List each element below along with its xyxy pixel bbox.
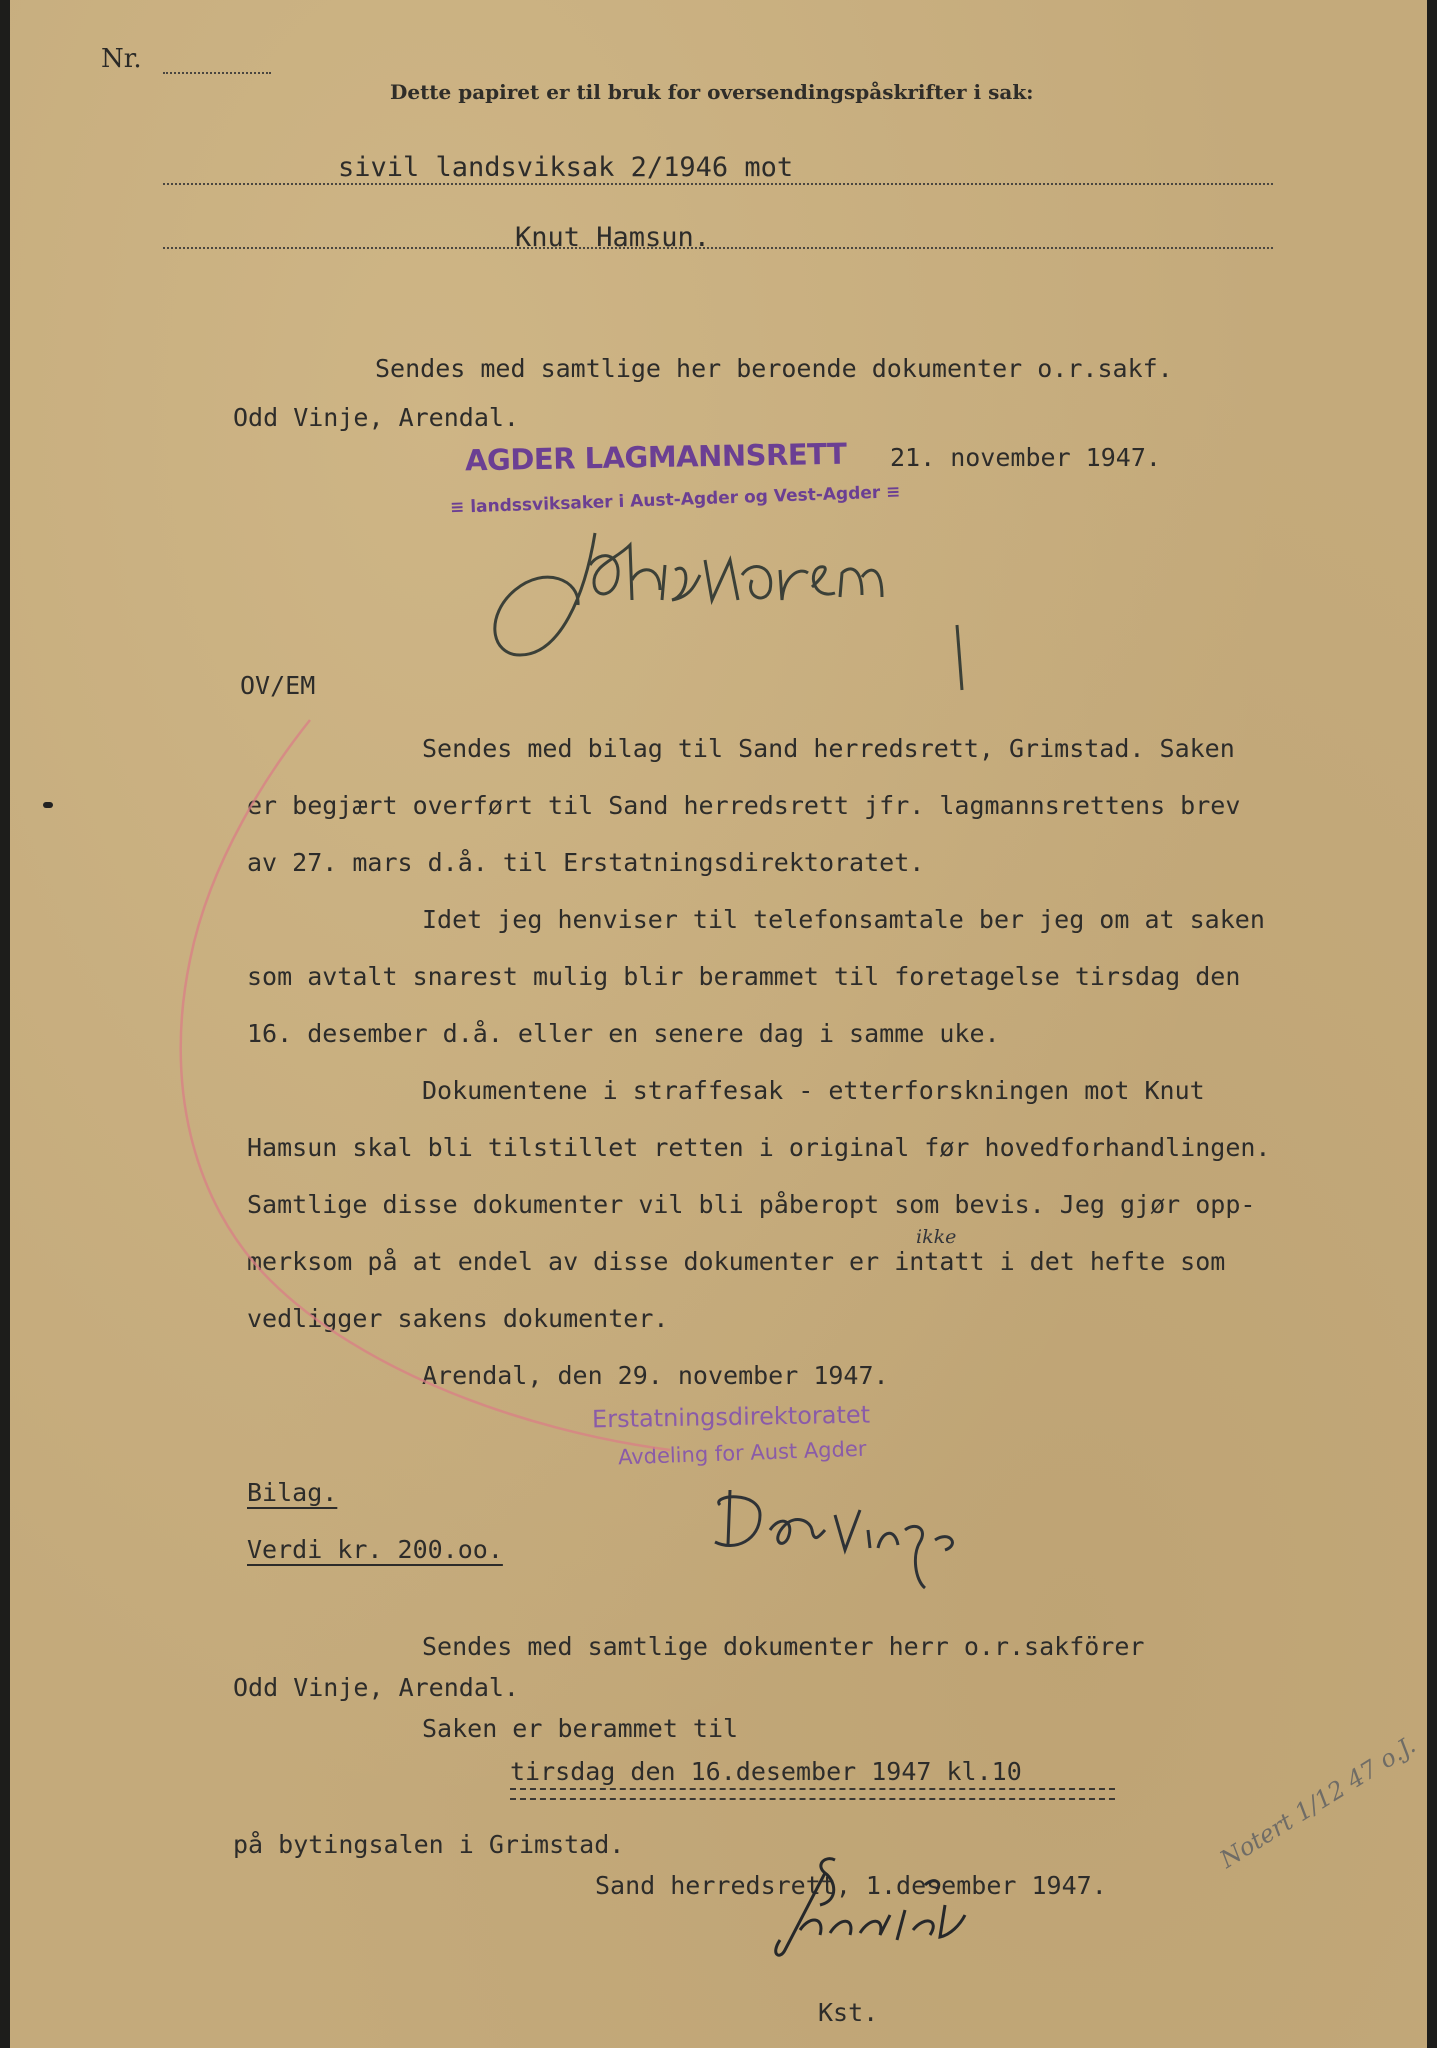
endorsement1-line1: Sendes med samtlige her beroende dokumenter o.r.sakf.: [375, 354, 1173, 383]
bilag-label: Bilag.: [247, 1478, 338, 1507]
paragraph1-line2: er begjært overført til Sand herredsrett jfr. lagmannsrettens brev: [247, 791, 1241, 820]
paragraph3-line5: vedligger sakens dokumenter.: [247, 1304, 669, 1333]
endorsement3-line2: Odd Vinje, Arendal.: [233, 1673, 519, 1702]
case-dotted-line-2: [163, 247, 1273, 249]
verdi-amount: Verdi kr. 200.oo.: [247, 1535, 503, 1564]
endorsement1-line2: Odd Vinje, Arendal.: [233, 403, 519, 432]
paragraph2-line2: som avtalt snarest mulig blir berammet til foretagelse tirsdag den: [247, 962, 1241, 991]
erstatningsdirektoratet-stamp-subtitle: Avdeling for Aust Agder: [617, 1436, 867, 1470]
paragraph1-line1: Sendes med bilag til Sand herredsrett, Grimstad. Saken: [422, 734, 1235, 763]
margin-note-notert: Notert 1/12 47 o.J.: [1215, 1730, 1421, 1874]
paragraph3-line4: merksom på at endel av disse dokumenter er intatt i det hefte som: [247, 1247, 1226, 1276]
case-line-1: sivil landsviksak 2/1946 mot: [338, 152, 794, 183]
nr-label: Nr.: [101, 44, 142, 74]
nr-dotted-line: [163, 72, 271, 74]
case-line-2: Knut Hamsun.: [515, 222, 711, 253]
agder-lagmannsrett-stamp-title: AGDER LAGMANNSRETT: [464, 436, 847, 478]
endorsement3-line1: Sendes med samtlige dokumenter herr o.r.sakförer: [422, 1632, 1145, 1661]
signature-noreen: [490, 505, 950, 685]
hearing-date-underline-2: [510, 1798, 1115, 1800]
margin-tick: [43, 802, 53, 808]
agder-lagmannsrett-stamp-subtitle: ≡ landssviksaker i Aust-Agder og Vest-Agder ≡: [449, 482, 901, 518]
kst-label: Kst.: [818, 1998, 879, 2027]
paragraph3-line3: Samtlige disse dokumenter vil bli påberopt som bevis. Jeg gjør opp-: [247, 1190, 1256, 1219]
endorsement1-date: 21. november 1947.: [890, 443, 1161, 472]
sand-herredsrett-place-date: Sand herredsrett, 1.desember 1947.: [595, 1871, 1107, 1900]
red-crayon-mark: [150, 680, 850, 1580]
paragraph3-line2: Hamsun skal bli tilstillet retten i original før hovedforhandlingen.: [247, 1133, 1271, 1162]
document-page: [10, 0, 1427, 2048]
endorsement3-line3: Saken er berammet til: [422, 1714, 739, 1743]
paragraph3-line1: Dokumentene i straffesak - etterforskningen mot Knut: [422, 1076, 1205, 1105]
hearing-date-underline-1: [510, 1788, 1115, 1790]
erstatningsdirektoratet-stamp-title: Erstatningsdirektoratet: [591, 1400, 871, 1434]
endorsement3-line5: på bytingsalen i Grimstad.: [233, 1830, 625, 1859]
paragraph2-line1: Idet jeg henviser til telefonsamtale ber jeg om at saken: [422, 905, 1265, 934]
reference-ov-em: OV/EM: [240, 671, 316, 700]
handwritten-insert-ikke: ikke: [916, 1226, 957, 1248]
paragraph1-line3: av 27. mars d.å. til Erstatningsdirektoratet.: [247, 848, 925, 877]
intro-text: Dette papiret er til bruk for oversendingspåskrifter i sak:: [390, 80, 1034, 104]
paragraph2-line3: 16. desember d.å. eller en senere dag i samme uke.: [247, 1019, 1000, 1048]
case-dotted-line-1: [163, 183, 1273, 185]
arendal-place-date: Arendal, den 29. november 1947.: [422, 1361, 889, 1390]
signature-sverre-eide: [755, 1855, 985, 1975]
hearing-date: tirsdag den 16.desember 1947 kl.10: [510, 1757, 1022, 1786]
